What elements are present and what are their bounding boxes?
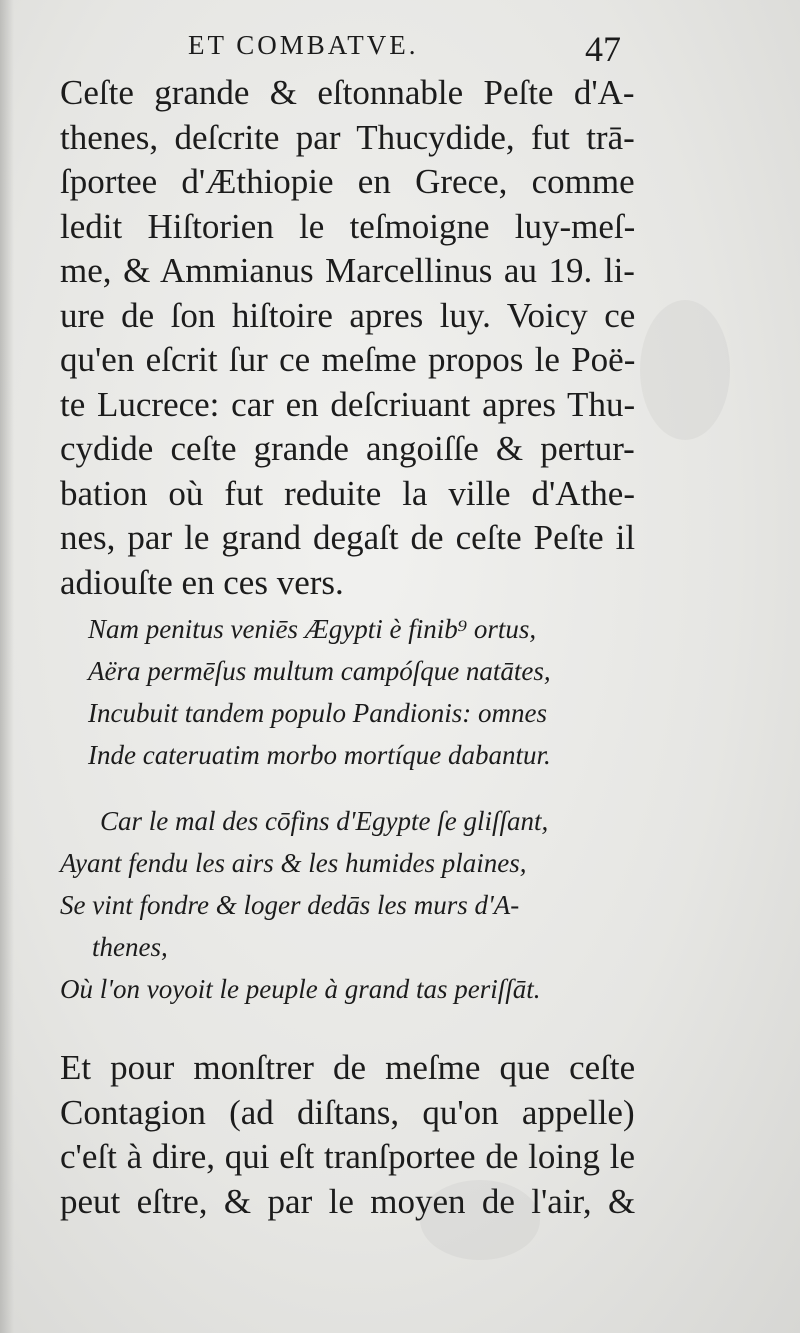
text-line: thenes, deſcrite par Thucydide, fut trā-	[60, 117, 635, 157]
verse-line: Car le mal des cōfins d'Egypte ſe gliſſant,	[100, 806, 549, 836]
verse-line: Se vint fondre & loger dedās les murs d'A-	[60, 890, 520, 920]
text-line: cydide ceſte grande angoiſſe & pertur-	[60, 429, 635, 468]
verse-line: Incubuit tandem populo Pandionis: omnes	[88, 698, 547, 728]
text-line: c'eſt à dire, qui eſt tranſportee de loing le	[60, 1137, 636, 1176]
text-line: nes, par le grand degaſt de ceſte Peſte il	[60, 518, 636, 557]
paragraph-one	[60, 71, 635, 605]
text-line: peut eſtre, & par le moyen de l'air, &	[60, 1181, 636, 1221]
verse-line: Aëra permēſus multum campóſque natātes,	[88, 656, 551, 686]
text-line: qu'en eſcrit ſur ce meſme propos le Poë-	[60, 340, 636, 379]
verse-line: Inde cateruatim morbo mortíque dabantur.	[88, 740, 551, 770]
text-line: ure de ſon hiſtoire apres luy. Voicy ce	[60, 295, 636, 335]
verse-line: thenes,	[92, 932, 168, 962]
verse-line: Ayant fendu les airs & les humides plaines,	[60, 848, 527, 878]
page-gutter-shadow	[0, 0, 14, 1333]
latin-verse	[88, 608, 551, 776]
text-line: ledit Hiſtorien le teſmoigne luy-meſ-	[60, 206, 636, 246]
paper-stain	[640, 300, 730, 440]
text-line: te Lucrece: car en deſcriuant apres Thu-	[60, 384, 636, 424]
verse-line: Nam penitus veniēs Ægypti è finib⁹ ortus,	[88, 614, 537, 644]
text-line: Et pour monſtrer de meſme que ceſte	[60, 1048, 636, 1087]
page-number: 47	[585, 29, 621, 69]
running-head: ET COMBATVE.	[188, 30, 419, 60]
text-line: Contagion (ad diſtans, qu'on appelle)	[60, 1092, 635, 1132]
french-verse	[60, 800, 548, 1010]
text-line: adiouſte en ces vers.	[60, 562, 344, 602]
paragraph-two	[60, 1046, 635, 1224]
text-line: me, & Ammianus Marcellinus au 19. li-	[60, 251, 635, 290]
verse-line: Où l'on voyoit le peuple à grand tas periſſāt.	[60, 974, 541, 1004]
text-line: Ceſte grande & eſtonnable Peſte d'A-	[60, 73, 635, 112]
text-line: ſportee d'Æthiopie en Grece, comme	[60, 162, 635, 201]
text-line: bation où fut reduite la ville d'Athe-	[60, 473, 635, 513]
